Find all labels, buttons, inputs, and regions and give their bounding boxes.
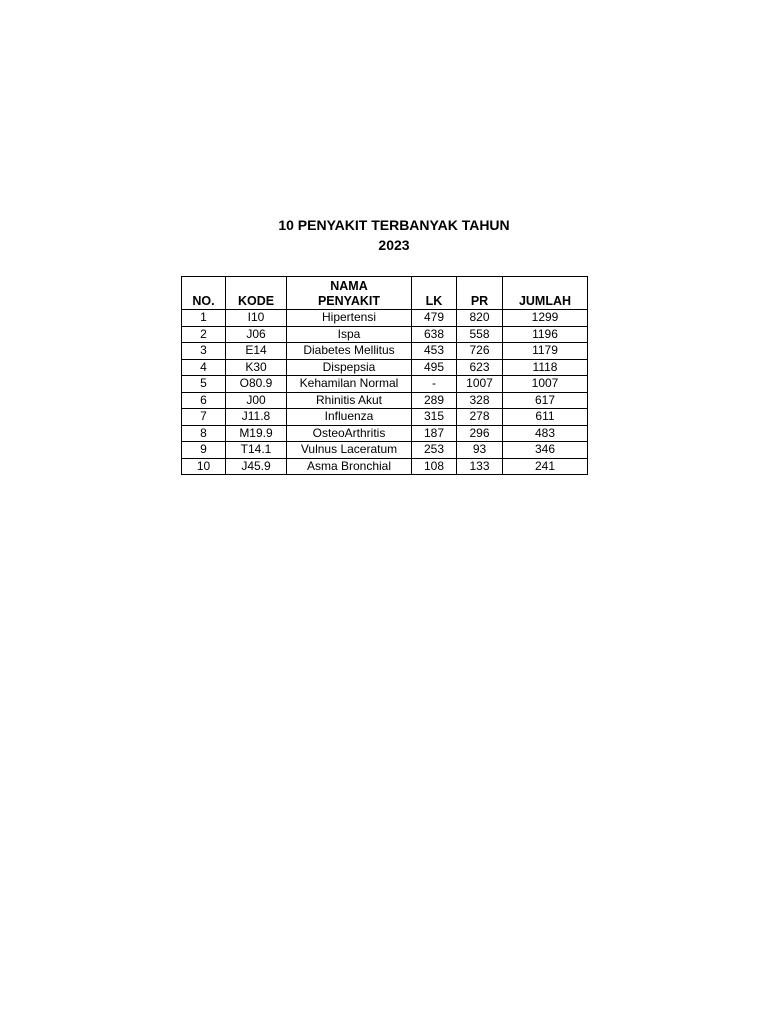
table-body	[182, 310, 588, 475]
table-row	[182, 392, 588, 409]
disease-table	[181, 276, 588, 475]
cell-lk: 479	[412, 310, 457, 327]
header-kode: KODE	[226, 277, 287, 310]
cell-lk: 253	[412, 442, 457, 459]
cell-no: 4	[182, 359, 226, 376]
cell-nama: Diabetes Mellitus	[287, 343, 412, 360]
cell-jumlah: 1196	[503, 326, 588, 343]
cell-kode: J06	[226, 326, 287, 343]
table-header-row	[182, 277, 588, 310]
table-row	[182, 310, 588, 327]
cell-jumlah: 241	[503, 458, 588, 475]
cell-nama: Rhinitis Akut	[287, 392, 412, 409]
cell-nama: Influenza	[287, 409, 412, 426]
cell-pr: 296	[457, 425, 503, 442]
cell-nama: OsteoArthritis	[287, 425, 412, 442]
table-row	[182, 326, 588, 343]
table-row	[182, 359, 588, 376]
cell-jumlah: 611	[503, 409, 588, 426]
header-no: NO.	[182, 277, 226, 310]
cell-pr: 1007	[457, 376, 503, 393]
cell-pr: 328	[457, 392, 503, 409]
cell-kode: O80.9	[226, 376, 287, 393]
cell-no: 9	[182, 442, 226, 459]
cell-nama: Kehamilan Normal	[287, 376, 412, 393]
cell-kode: K30	[226, 359, 287, 376]
header-lk: LK	[412, 277, 457, 310]
cell-nama: Hipertensi	[287, 310, 412, 327]
header-nama-penyakit	[287, 277, 412, 310]
cell-no: 7	[182, 409, 226, 426]
cell-pr: 820	[457, 310, 503, 327]
header-nama-line1: NAMA	[330, 279, 368, 293]
cell-lk: 638	[412, 326, 457, 343]
cell-no: 2	[182, 326, 226, 343]
cell-no: 8	[182, 425, 226, 442]
cell-no: 3	[182, 343, 226, 360]
table-row	[182, 409, 588, 426]
cell-pr: 558	[457, 326, 503, 343]
cell-kode: T14.1	[226, 442, 287, 459]
cell-lk: 108	[412, 458, 457, 475]
cell-kode: J45.9	[226, 458, 287, 475]
cell-pr: 623	[457, 359, 503, 376]
header-jumlah: JUMLAH	[503, 277, 588, 310]
cell-jumlah: 617	[503, 392, 588, 409]
table-row	[182, 343, 588, 360]
cell-nama: Dispepsia	[287, 359, 412, 376]
cell-jumlah: 1118	[503, 359, 588, 376]
cell-nama: Vulnus Laceratum	[287, 442, 412, 459]
cell-jumlah: 1299	[503, 310, 588, 327]
cell-lk: 495	[412, 359, 457, 376]
page-title-year: 2023	[378, 237, 410, 253]
cell-kode: I10	[226, 310, 287, 327]
cell-lk: 315	[412, 409, 457, 426]
table-row	[182, 442, 588, 459]
cell-pr: 93	[457, 442, 503, 459]
cell-nama: Asma Bronchial	[287, 458, 412, 475]
cell-kode: E14	[226, 343, 287, 360]
cell-no: 5	[182, 376, 226, 393]
cell-lk: 289	[412, 392, 457, 409]
cell-kode: J00	[226, 392, 287, 409]
header-nama-line2: PENYAKIT	[317, 294, 381, 308]
cell-kode: M19.9	[226, 425, 287, 442]
table-row	[182, 376, 588, 393]
table-row	[182, 458, 588, 475]
cell-lk: -	[412, 376, 457, 393]
cell-lk: 187	[412, 425, 457, 442]
cell-nama: Ispa	[287, 326, 412, 343]
cell-no: 10	[182, 458, 226, 475]
table-row	[182, 425, 588, 442]
cell-jumlah: 483	[503, 425, 588, 442]
cell-no: 1	[182, 310, 226, 327]
cell-lk: 453	[412, 343, 457, 360]
cell-kode: J11.8	[226, 409, 287, 426]
cell-jumlah: 1179	[503, 343, 588, 360]
cell-no: 6	[182, 392, 226, 409]
cell-pr: 278	[457, 409, 503, 426]
page-title: 10 PENYAKIT TERBANYAK TAHUN	[278, 217, 510, 233]
cell-pr: 726	[457, 343, 503, 360]
cell-jumlah: 1007	[503, 376, 588, 393]
cell-jumlah: 346	[503, 442, 588, 459]
cell-pr: 133	[457, 458, 503, 475]
header-pr: PR	[457, 277, 503, 310]
